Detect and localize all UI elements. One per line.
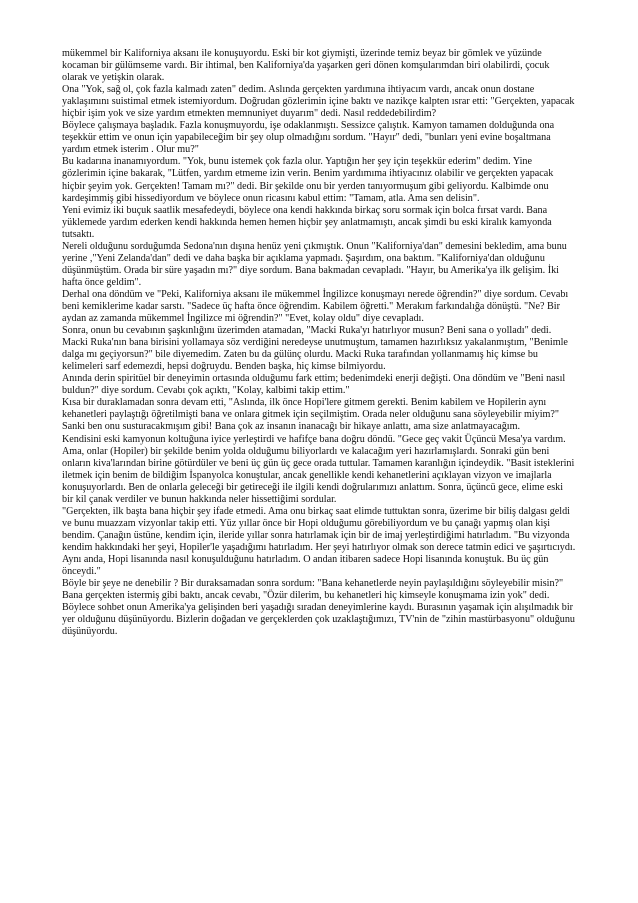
paragraph: mükemmel bir Kaliforniya aksanı ile konuşuyordu. Eski bir kot giymişti, üzerinde temiz beyaz bir gömlek ve yüzünde kocaman bir gülümseme vardı. Bir ihtimal, ben Kaliforniya'da yaşarken geri dönen komşularımdan biri olabilirdi, çocuk olarak ve yetişkin olarak.: [62, 48, 550, 84]
paragraph: Anında derin spiritüel bir deneyimin ortasında olduğumu fark ettim; bedenimdeki enerji değişti. Ona döndüm ve "Beni nasıl buldun?" diye sordum. Cevabı çok açıktı, "Kolay, kalbimi takip ettim.": [62, 373, 566, 397]
paragraph: Nereli olduğunu sorduğumda Sedona'nın dışına henüz yeni çıkmıştık. Onun "Kaliforniya'dan" demesini bekledim, ama bunu yerine ,"Yeni Zelanda'dan" dedi ve daha başka bir açıklama yapmadı. Şaşırdım, ona baktım. "Kaliforniya'dan olduğunu düşünmüştüm. Orada bir süre yaşadın mı?" diye sordum. Bana bakmadan cevapladı. "Hayır, bu Amerika'ya ilk gelişim. İki hafta önce geldim".: [62, 240, 567, 288]
paragraph: Derhal ona döndüm ve "Peki, Kaliforniya aksanı ile mükemmel İngilizce konuşmayı nerede öğrendin?" diye sordum. Cevabı beni kemiklerime kadar sarstı. "Sadece üç hafta önce öğrendim. Kabilem öğretti." Merakım farkındalığa dönüştü. "Ne? Bir aydan az zamanda mükemmel İngilizce mi öğrendin?" "Evet, kolay oldu" diye cevapladı.: [62, 288, 569, 325]
paragraph: Sanki ben onu susturacakmışım gibi! Bana çok az insanın inanacağı bir hikaye anlattı, ama size anlatmayacağım.: [62, 421, 521, 433]
paragraph: Sonra, onun bu cevabının şaşkınlığını üzerimden atamadan, "Macki Ruka'yı hatırlıyor musun? Beni sana o yolladı" dedi. Macki Ruka'nın bana birisini yollamaya söz verdiğini neredeyse unutmuştum, tamamen hazırlıksız yakalanmıştım, "Benimle dalga mı geçiyorsun?" bile diyemedim. Zaten bu da gülünç olurdu. Macki Ruka tarafından yollanmamış hiç kimse bu kelimeleri sarf edemezdi, hepsi doğruydu. Benden başka, hiç kimse bilmiyordu.: [62, 325, 568, 373]
paragraph: Ona "Yok, sağ ol, çok fazla kalmadı zaten" dedim. Aslında gerçekten yardımına ihtiyacım vardı, ancak onun dostane yaklaşımını suistimal etmek istemiyordum. Doğrudan gözlerimin içine baktı ve nazikçe kalpten ısrar etti: "Gerçekten, yapacak hiçbir işim yok ve size yardım etmekten memnuniyet duyarım" dedi. Nasıl reddedebilirdim?: [62, 84, 575, 120]
paragraph: Böylece sohbet onun Amerika'ya gelişinden beri yaşadığı sıradan deneyimlerine kaydı. Burasının yaşamak için alışılmadık bir yer olduğunu düşünüyordu. Bizlerin doğadan ve gerçeklerden çok uzaklaştığımızı, TV'nin de "zihin mastürbasyonu" olduğunu düşünüyordu.: [62, 602, 575, 638]
paragraph: "Gerçekten, ilk başta bana hiçbir şey ifade etmedi. Ama onu birkaç saat elimde tuttuktan sonra, üzerime bir biliş dalgası geldi ve bunu muazzam vizyonlar takip etti. Yüz yıllar önce bir Hopi olduğumu görebiliyordum ve bu çanağı yapmış olan kişi bendim. Çanağın üstüne, kendim için, ileride yıllar sonra hatırlamak için bir de imaj yerleştirdiğimi hatırladım. "Bu vizyonda kendim hakkındaki her şeyi, Hopiler'le yaşadığımı hatırladım. Her şeyi hatırlıyor olmak son derece tatmin edici ve şaşırtıcıydı. Aynı anda, Hopi lisanında nasıl konuşulduğunu hatırladım. O andan itibaren sadece Hopi lisanında konuştuk. Bu üç gün önceydi.": [62, 505, 576, 578]
paragraph: Bu kadarına inanamıyordum. "Yok, bunu istemek çok fazla olur. Yaptığın her şey için teşekkür ederim" dedim. Yine gözlerimin içine bakarak, "Lütfen, yardım etmeme izin verin. Benim yardımıma ihtiyacınız olabilir ve gerçekten yapacak hiçbir şeyim yok. Gerçekten! Tamam mı?" dedi. Bir şekilde onu bir yerden tanıyormuşum gibi geliyordu. Kalbimde onu kardeşimmiş gibi hissediyordum ve böylece onun ricasını kabul ettim: "Tamam, atla. Ama sen delisin".: [62, 156, 554, 204]
document-page: [62, 48, 576, 638]
paragraph: Böyle bir şeye ne denebilir ? Bir duraksamadan sonra sordum: "Bana kehanetlerde neyin paylaşıldığını söyleyebilir misin?" Bana gerçekten istermiş gibi baktı, ancak cevabı, "Özür dilerim, bu kehanetleri hiç kimseyle konuşmama izin yok" dedi.: [62, 578, 564, 602]
paragraph: Böylece çalışmaya başladık. Fazla konuşmuyordu, işe odaklanmıştı. Sessizce çalıştık. Kamyon tamamen dolduğunda ona teşekkür ettim ve onun için yapabileceğim bir şey olup olmadığını sordum. "Hayır" dedi, "bunları yeni evine boşaltmana yardım etmek isterim . Olur mu?": [62, 120, 555, 156]
paragraph: Kendisini eski kamyonun koltuğuna iyice yerleştirdi ve hafifçe bana doğru döndü. "Gece geç vakit Üçüncü Mesa'ya vardım. Ama, onlar (Hopiler) bir şekilde benim yolda olduğumu biliyorlardı ve kalacağım yeri hazırlamışlardı. Sonraki gün beni onların kiva'larından birine götürdüler ve beni üç gün üç gece orada tuttular. Tamamen karanlığın içindeydik. "Basit isteklerini iletmek için benim de bildiğim İspanyolca konuştular, ancak genellikle kendi kehanetlerini açıklayan vizyon ve imajlarla konuşuyorlardı. Ben de onlarla geleceği bir getireceği ile ilgili kendi doğrularımızı anlattım. Sonra, üçüncü gece, elime eski bir kil çanak verdiler ve bunun hakkında neler hissettiğimi sordular.: [62, 433, 575, 505]
paragraph: Kısa bir duraklamadan sonra devam etti, "Aslında, ilk önce Hopi'lere gitmem gerekti. Benim kabilem ve Hopilerin aynı kehanetleri paylaştığı öğretilmişti bana ve onlara gitmek için seçilmiştim. Orada neler olduğunu sana söyleyebilir miyim?": [62, 397, 560, 421]
paragraph: Yeni evimiz iki buçuk saatlik mesafedeydi, böylece ona kendi hakkında birkaç soru sormak için bolca fırsat vardı. Bana yüklemede yardım ederken kendi hakkında hemen hemen hiçbir şey anlatmamıştı, ancak şimdi bu eski kiralık kamyonda tutsaktı.: [62, 204, 552, 240]
